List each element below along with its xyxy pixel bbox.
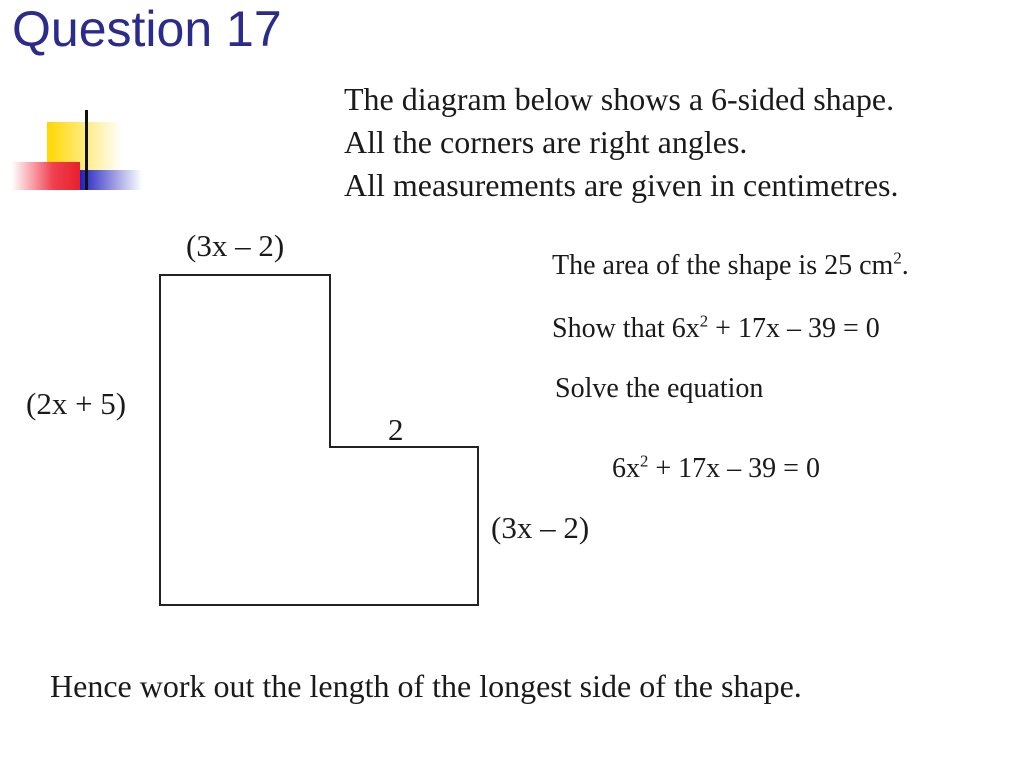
decorative-logo xyxy=(12,110,142,195)
slide-title: Question 17 xyxy=(12,1,282,57)
intro-text xyxy=(344,78,898,207)
l-shape-outline xyxy=(160,275,478,605)
right-side-label: (3x – 2) xyxy=(491,510,590,545)
show-that-statement: Show that $6x^2 + 17x - 39 = 0$ xyxy=(552,311,880,344)
l-shape-diagram xyxy=(150,260,490,615)
solve-instruction: Solve the equation xyxy=(555,373,764,404)
intro-line-3: All measurements are given in centimetres. xyxy=(344,167,899,203)
area-statement: The area of the shape is 25 $cm^2$. xyxy=(552,248,909,281)
left-side-label: (2x + 5) xyxy=(26,386,127,421)
equation: $6x^2 + 17x - 39 = 0$ xyxy=(612,451,820,484)
intro-line-2: All the corners are right angles. xyxy=(344,124,748,160)
top-side-label: (3x – 2) xyxy=(186,228,285,263)
final-question: Hence work out the length of the longest side of the shape. xyxy=(50,668,802,704)
intro-line-1: The diagram below shows a 6-sided shape. xyxy=(344,81,895,117)
step-side-label: 2 xyxy=(388,412,404,447)
